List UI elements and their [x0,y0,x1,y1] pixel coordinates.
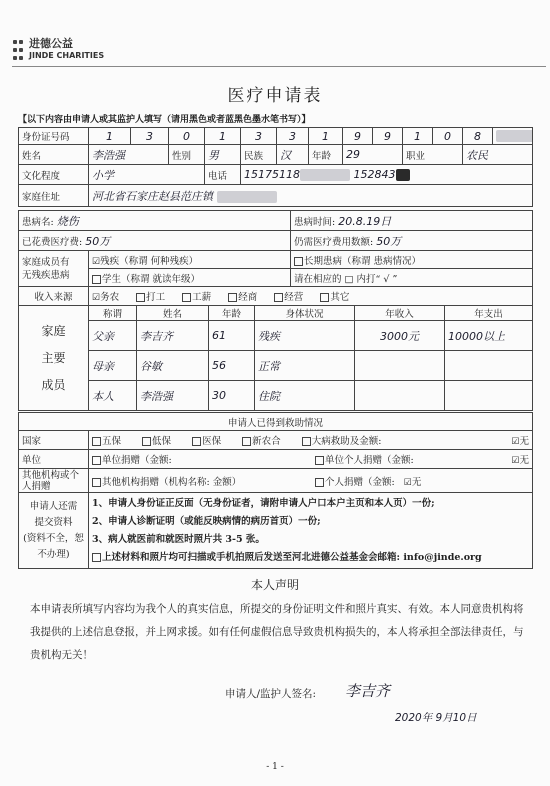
aid-org-label-2: 人捐赠 [22,480,51,492]
aid-table [18,412,533,569]
submit-label [19,493,89,569]
aid-opt-label: 单位个人捐赠（金额: [325,455,414,466]
checkbox-icon [136,293,145,302]
check-mark-icon: ☑ [92,256,101,267]
aid-country-row [19,431,533,450]
col-header: 称谓 [89,306,137,321]
id-redacted [493,128,533,145]
signature-name: 李吉齐 [345,682,391,700]
aid-country-label: 国家 [19,431,89,450]
id-row [19,128,533,145]
aid-org-row [19,469,533,493]
opt-student-label: 学生（称谓 就读年级） [102,273,201,285]
name-row [19,145,533,165]
checkbox-icon [315,478,324,487]
id-digit: 1 [89,128,131,145]
aid-opt-xinnonghe[interactable] [242,436,281,447]
logo-mark-icon [12,39,26,61]
page-number: - 1 - [266,762,284,772]
member-age: 61 [209,321,255,351]
header-rule [12,66,546,67]
submit-item: 1、申请人身份证正反面（无身份证者，请附申请人户口本户主页和本人页）一份; [92,497,435,509]
members-side-label [19,306,89,411]
submit-email-note: 上述材料和照片均可扫描或手机拍照后发送至河北进德公益基金会邮箱: info@jinde.org [102,551,482,563]
income-opt-salary[interactable] [182,292,211,303]
member-age: 30 [209,381,255,411]
checkbox-icon [92,275,101,284]
aid-opt-label: 大病救助及金额: [311,436,382,447]
checkbox-icon [192,437,201,446]
family-table [18,250,533,306]
member-row [19,351,533,381]
income-opt-label: 经商 [238,292,258,303]
checkbox-icon [320,293,329,302]
id-digit: 9 [373,128,403,145]
checkbox-icon [92,456,101,465]
submit-item: 2、申请人诊断证明（或能反映病情的病历首页）一份; [92,515,321,527]
checkbox-icon [228,293,237,302]
members-header [19,306,533,321]
checkbox-icon [294,257,303,266]
aid-opt-label: 其他机构捐赠（机构名称: 金额） [102,476,242,488]
declaration-text: 本申请表所填写内容均为我个人的真实信息，所提交的身份证明文件和照片真实、有效。本人同意贵机构将我提供的上述信息登报，并上网求援。如有任何虚假信息导致贵机构损失的，本人将承担全部法律责任，与贵机构无关！ [30,603,524,661]
aid-unit-donation[interactable] [92,452,312,466]
submit-label-2: 提交资料 [34,516,73,528]
disease-value: 烧伤 [56,214,79,228]
member-income [355,351,445,381]
aid-unit-label: 单位 [19,450,89,469]
id-digit: 1 [403,128,433,145]
cost-cell [19,231,291,251]
member-income [355,381,445,411]
ethnic-label: 民族 [241,145,277,165]
job-value: 农民 [463,145,533,165]
id-digit: 0 [433,128,463,145]
addr-label: 家庭住址 [19,185,89,207]
income-opt-label: 其它 [330,292,350,303]
check-mark-icon: ☑ [511,456,520,466]
income-opt-label: 经营 [284,292,304,303]
aid-country-none[interactable] [511,433,529,447]
aid-opt-label: 单位捐赠（金额: [102,455,172,466]
addr-row [19,185,533,207]
need-cell [291,231,533,251]
col-header: 姓名 [137,306,209,321]
none-label: 无 [411,476,422,488]
addr-text: 河北省石家庄赵县范庄镇 [92,189,213,203]
member-age: 56 [209,351,255,381]
income-opt-farming[interactable] [92,292,119,303]
aid-org-personal[interactable] [315,477,395,488]
ethnic-value: 汉 [277,145,309,165]
aid-org-donation[interactable] [92,474,312,488]
income-opt-label: 工薪 [192,292,212,303]
family-label [19,251,89,287]
id-digit: 1 [309,128,343,145]
aid-org-label-1: 其他机构或个 [22,469,80,481]
addr-value [89,185,533,207]
side-1: 家庭 [41,323,66,338]
income-opt-work[interactable] [136,292,165,303]
member-name: 李浩强 [137,381,209,411]
family-label-2: 无残疾患病 [22,269,70,281]
checkbox-icon [182,293,191,302]
member-relation: 父亲 [89,321,137,351]
submit-label-4: 不办理) [37,548,70,560]
submit-item: 3、病人就医前和就医时照片共 3-5 张。 [92,533,265,545]
page-title: 医疗申请表 [227,86,323,106]
edu-row [19,165,533,185]
aid-opt-label: 低保 [152,436,172,447]
id-digit: 3 [131,128,169,145]
col-header: 年收入 [355,306,445,321]
member-expense [445,351,533,381]
income-opt-label: 打工 [146,292,166,303]
check-mark-icon: ☑ [511,437,520,447]
id-digit: 3 [241,128,277,145]
income-options [89,287,533,306]
logo-en: JINDE CHARITIES [29,51,105,60]
income-opt-operate[interactable] [274,292,303,303]
checkbox-icon [92,553,101,562]
id-label: 身份证号码 [19,128,89,145]
aid-opt-label: 五保 [102,436,122,447]
checkbox-icon [242,437,251,446]
aid-unit-personal[interactable] [315,455,414,466]
gender-value: 男 [205,145,241,165]
checkbox-icon [274,293,283,302]
time-cell [291,211,533,231]
instruction: 【以下内容由申请人或其监护人填写（请用黑色或者蓝黑色墨水笔书写）】 [18,115,311,125]
col-header: 年龄 [209,306,255,321]
member-income: 3000元 [355,321,445,351]
disease-label: 患病名: [22,216,54,228]
aid-opt-label: 新农合 [252,436,281,447]
id-digit: 8 [463,128,493,145]
cost-row [19,231,533,251]
member-name: 谷敏 [137,351,209,381]
opt-longterm[interactable] [291,251,533,269]
member-health: 住院 [255,381,355,411]
cost-label: 已花费医疗费: [22,236,83,248]
checkbox-icon [92,437,101,446]
aid-unit-options [89,450,533,469]
age-label: 年龄 [309,145,343,165]
income-row [19,287,533,306]
member-relation: 母亲 [89,351,137,381]
submit-item [92,549,529,567]
phone-label: 电话 [205,165,241,185]
time-value: 20.8.19日 [338,214,392,228]
col-header: 年支出 [445,306,533,321]
checkbox-icon [92,478,101,487]
none-label: 无 [519,436,530,447]
col-header: 身体状况 [255,306,355,321]
opt-student[interactable] [89,269,291,287]
family-label-1: 家庭成员有 [22,256,70,268]
disease-row [19,211,533,231]
submit-items [89,493,533,569]
aid-unit-none[interactable] [511,452,529,466]
member-name: 李吉齐 [137,321,209,351]
cost-value: 50万 [85,234,111,248]
check-mark-icon: ☑ [403,477,412,488]
aid-org-label [19,469,89,493]
id-digit: 0 [169,128,205,145]
name-value: 李浩强 [89,145,169,165]
income-label: 收入来源 [19,287,89,306]
checkbox-icon [315,456,324,465]
edu-value: 小学 [89,165,205,185]
disease-cell [19,211,291,231]
aid-opt-label: 个人捐赠（金额: [325,476,395,488]
time-label: 患病时间: [294,216,336,228]
member-expense [445,381,533,411]
aid-opt-dabing[interactable] [302,436,382,447]
signature-label: 申请人/监护人签名: [225,688,317,700]
need-value: 50万 [376,234,402,248]
signature-date: 2020年 9月10日 [395,712,477,724]
side-2: 主要 [41,350,66,365]
member-row [19,381,533,411]
aid-country-options [89,431,533,450]
aid-opt-wubao[interactable] [92,436,121,447]
phone-value [241,165,533,185]
aid-org-none[interactable] [404,477,422,488]
submit-row [19,493,533,569]
phone-1: 15175118 [244,168,300,181]
opt-longterm-label: 长期患病（称谓 患病情况） [304,255,422,267]
applicant-info-table [18,127,533,207]
submit-label-1: 申请人还需 [29,500,78,512]
members-table [18,305,533,411]
name-label: 姓名 [19,145,89,165]
id-digit: 1 [205,128,241,145]
aid-unit-row [19,450,533,469]
aid-title: 申请人已得到救助情况 [19,413,533,431]
age-value: 29 [343,145,403,165]
income-opt-other[interactable] [320,292,349,303]
job-label: 职业 [403,145,463,165]
checkbox-icon [142,437,151,446]
checkbox-icon [302,437,311,446]
logo [12,38,104,62]
aid-opt-yibao[interactable] [192,436,221,447]
member-health: 正常 [255,351,355,381]
id-digit: 3 [277,128,309,145]
income-opt-label: 务农 [100,292,120,303]
check-instruction: 请在相应的 □ 内打“ √ ” [291,269,533,287]
member-relation: 本人 [89,381,137,411]
none-label: 无 [519,455,530,466]
submit-label-3: (资料不全，恕 [23,532,84,544]
aid-opt-label: 医保 [202,436,222,447]
declaration-title: 本人声明 [250,578,299,592]
aid-org-options [89,469,533,493]
phone-2: 152843 [353,168,396,181]
opt-disabled[interactable] [89,251,291,269]
need-label: 仍需医疗费用数额: [294,236,374,248]
id-digit: 9 [343,128,373,145]
member-expense: 10000以上 [445,321,533,351]
member-row [19,321,533,351]
side-3: 成员 [41,377,66,392]
member-health: 残疾 [255,321,355,351]
logo-cn: 进德公益 [29,37,73,50]
edu-label: 文化程度 [19,165,89,185]
opt-disabled-label: 残疾（称谓 何种残疾） [100,255,199,267]
aid-opt-dibao[interactable] [142,436,171,447]
gender-label: 性别 [169,145,205,165]
check-mark-icon: ☑ [92,293,101,303]
income-opt-business[interactable] [228,292,257,303]
medical-table [18,210,533,251]
